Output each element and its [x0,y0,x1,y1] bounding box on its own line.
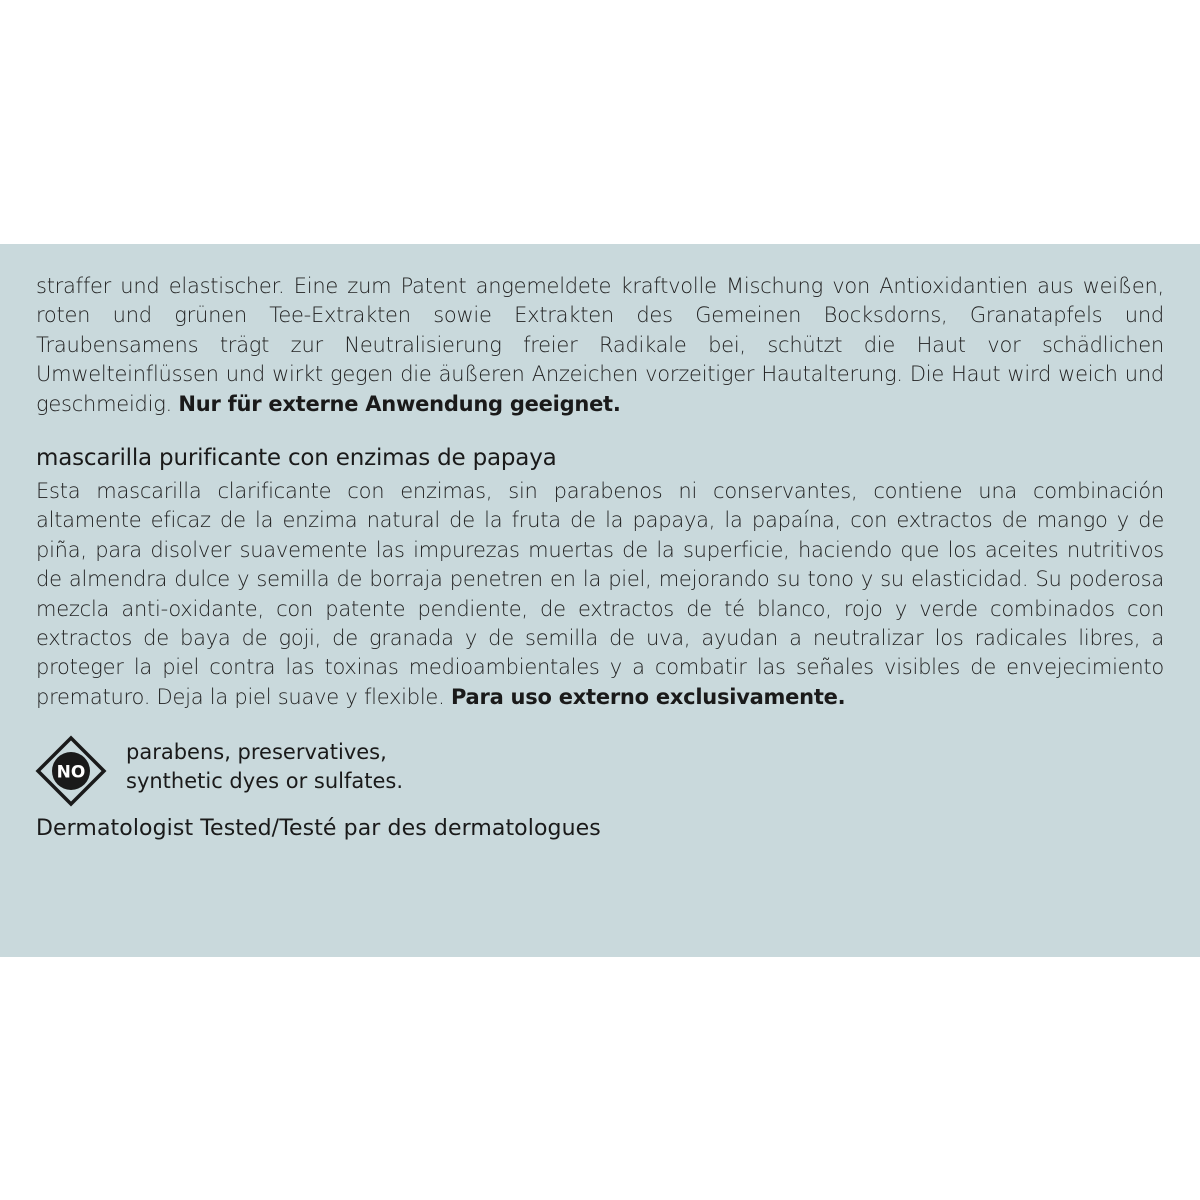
spanish-heading: mascarilla purificante con enzimas de papaya [36,445,557,472]
dermatologist-tested: Dermatologist Tested/Testé par des dermatologues [36,816,601,842]
german-note: Nur für externe Anwendung geeignet. [178,391,621,416]
spanish-note: Para uso externo exclusivamente. [450,684,846,709]
free-from-claim [36,734,1164,808]
free-from-line-1: parabens, preservatives, [126,740,387,765]
no-badge-label: NO [56,762,86,783]
german-body: straffer und elastischer. Eine zum Patent angemeldete kraftvolle Mischung von Antioxidantien aus weißen, roten und grünen Tee-Extrakten sowie Extrakten des Gemeinen Bocksdorns, Granatapfels und Traubensamens trägt zur Neutralisierung freier Radikale bei, schützt die Haut vor schädlichen Umwelteinflüssen und wirkt gegen die äußeren Anzeichen vorzeitiger Hautalterung. Die Haut wird weich und geschmeidig. [36,274,1164,416]
label-panel [0,244,1200,957]
free-from-text [126,738,403,796]
free-from-line-2: synthetic dyes or sulfates. [126,769,403,794]
german-description [36,272,1164,419]
spanish-body: Esta mascarilla clarificante con enzimas, sin parabenos ni conservantes, contiene una combinación altamente eficaz de la enzima natural de la fruta de la papaya, la papaína, con extractos de mango y de piña, para disolver suavemente las impurezas muertas de la superficie, haciendo que los aceites nutritivos de almendra dulce y semilla de borraja penetren en la piel, mejorando su tono y su elasticidad. Su poderosa mezcla anti-oxidante, con patente pendiente, de extractos de té blanco, rojo y verde combinados con extractos de baya de goji, de granada y de semilla de uva, ayudan a neutralizar los radicales libres, a proteger la piel contra las toxinas medioambientales y a combatir las señales visibles de envejecimiento prematuro. Deja la piel suave y flexible. [36,479,1164,709]
no-badge-icon [34,734,108,808]
spanish-description [36,477,1164,712]
